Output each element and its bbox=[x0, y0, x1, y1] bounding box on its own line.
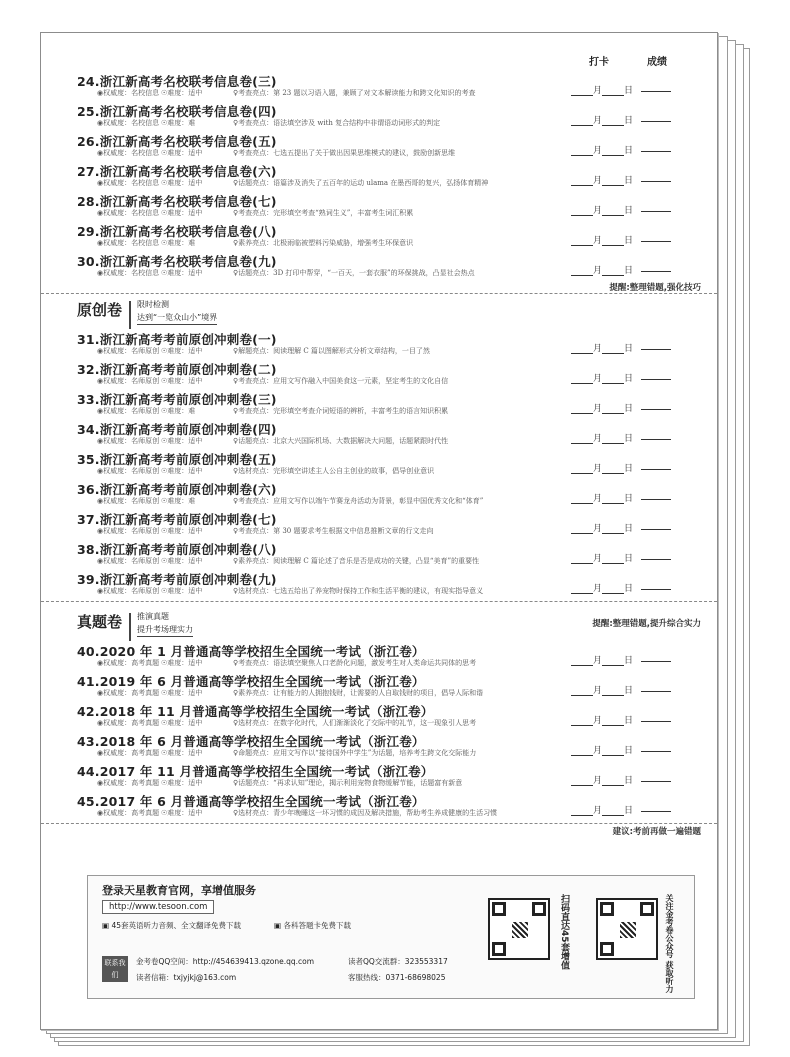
section3-desc1: 推演真题 bbox=[137, 612, 169, 621]
exam-meta bbox=[97, 808, 497, 818]
exam-meta bbox=[97, 268, 475, 278]
authority-meta: ◉权威度：名校信息 bbox=[97, 119, 160, 127]
exam-meta bbox=[97, 466, 434, 476]
divider-2 bbox=[41, 601, 717, 602]
difficulty-meta: ☉难度：适中 bbox=[161, 89, 203, 97]
score-field[interactable] bbox=[641, 781, 671, 782]
exam-title: 34.浙江新高考考前原创冲刺卷(四) bbox=[77, 422, 277, 437]
exam-meta bbox=[97, 778, 462, 788]
highlight-meta: ♀话题亮点：3D 打印中帮穿，“一百天，一套衣服”的环保挑战，凸显社会热点 bbox=[233, 269, 475, 277]
exam-item-row bbox=[41, 759, 717, 789]
exam-title: 32.浙江新高考考前原创冲刺卷(二) bbox=[77, 362, 277, 377]
column-score: 成绩 bbox=[647, 57, 667, 68]
exam-item-row bbox=[41, 567, 717, 597]
score-field[interactable] bbox=[641, 409, 671, 410]
exam-meta bbox=[97, 346, 430, 356]
score-field[interactable] bbox=[641, 349, 671, 350]
exam-meta bbox=[97, 718, 476, 728]
exam-title: 41.2019 年 6 月普通高等学校招生全国统一考试（浙江卷） bbox=[77, 674, 425, 689]
highlight-meta: ♀考查亮点：应用文写作以端午节赛龙舟活动为背景，彰显中国优秀文化和“体育” bbox=[233, 497, 484, 505]
exam-item-row bbox=[41, 789, 717, 819]
highlight-meta: ♀考查亮点：第 30 题要求考生根据文中信息推断文章的行文走向 bbox=[233, 527, 434, 535]
authority-meta: ◉权威度：名师原创 bbox=[97, 557, 160, 565]
difficulty-meta: ☉难度：适中 bbox=[161, 467, 203, 475]
footer-hotline: 客服热线：0371-68698025 bbox=[348, 973, 446, 982]
highlight-meta: ♀考查亮点：完形填空考查“熟词生义”，丰富考生词汇积累 bbox=[233, 209, 414, 217]
authority-meta: ◉权威度：名校信息 bbox=[97, 179, 160, 187]
highlight-meta: ♀考查亮点：应用文写作融入中国美食这一元素，坚定考生的文化自信 bbox=[233, 377, 449, 385]
exam-meta bbox=[97, 148, 455, 158]
exam-title: 30.浙江新高考名校联考信息卷(九) bbox=[77, 254, 277, 269]
exam-title: 24.浙江新高考名校联考信息卷(三) bbox=[77, 74, 277, 89]
section3-bar bbox=[129, 613, 131, 641]
exam-title: 25.浙江新高考名校联考信息卷(四) bbox=[77, 104, 277, 119]
footer-link-audio[interactable]: ▣ 45套英语听力音频、全文翻译免费下载 bbox=[102, 921, 242, 930]
difficulty-meta: ☉难度：适中 bbox=[161, 749, 203, 757]
footer-title: 登录天星教育官网，享增值服务 bbox=[102, 884, 256, 897]
score-field[interactable] bbox=[641, 691, 671, 692]
authority-meta: ◉权威度：名师原创 bbox=[97, 467, 160, 475]
exam-title: 35.浙江新高考考前原创冲刺卷(五) bbox=[77, 452, 277, 467]
highlight-meta: ♀解题亮点：阅读理解 C 篇以图解形式分析文章结构，一目了然 bbox=[233, 347, 430, 355]
exam-meta bbox=[97, 238, 413, 248]
score-field[interactable] bbox=[641, 811, 671, 812]
exam-meta bbox=[97, 496, 483, 506]
exam-meta bbox=[97, 748, 476, 758]
qr-code-1-label: 扫码直达45套增值 bbox=[559, 894, 569, 970]
highlight-meta: ♀考查亮点：完形填空考查介词短语的辨析，丰富考生的语言知识积累 bbox=[233, 407, 449, 415]
exam-item-row bbox=[41, 477, 717, 507]
divider-3 bbox=[41, 823, 717, 824]
contact-badge: 联系我们 bbox=[102, 956, 128, 982]
column-checkin: 打卡 bbox=[589, 57, 609, 68]
checkin-date-field[interactable]: 月 日 bbox=[571, 143, 633, 156]
checkin-date-field[interactable]: 月 日 bbox=[571, 263, 633, 276]
section2-list bbox=[41, 327, 717, 597]
authority-meta: ◉权威度：名校信息 bbox=[97, 89, 160, 97]
footer-email: 读者信箱：txjyjkj@163.com bbox=[136, 973, 237, 982]
exam-item-row bbox=[41, 729, 717, 759]
difficulty-meta: ☉难度：适中 bbox=[161, 527, 203, 535]
authority-meta: ◉权威度：名师原创 bbox=[97, 437, 160, 445]
exam-title: 31.浙江新高考考前原创冲刺卷(一) bbox=[77, 332, 277, 347]
checkin-date-field[interactable]: 月 日 bbox=[571, 203, 633, 216]
highlight-meta: ♀考查亮点：七选五提出了关于做出因果思维模式的建议，鼓励创新思维 bbox=[233, 149, 456, 157]
score-field[interactable] bbox=[641, 121, 671, 122]
checkin-date-field[interactable]: 月 日 bbox=[571, 521, 633, 534]
exam-meta bbox=[97, 88, 475, 98]
document-page bbox=[40, 32, 718, 1030]
exam-meta bbox=[97, 178, 488, 188]
exam-item-row bbox=[41, 129, 717, 159]
authority-meta: ◉权威度：名校信息 bbox=[97, 239, 160, 247]
highlight-meta: ♀选材亮点：完形填空讲述主人公自主创业的故事，倡导创业意识 bbox=[233, 467, 435, 475]
checkin-date-field[interactable]: 月 日 bbox=[571, 773, 633, 786]
highlight-meta: ♀考查亮点：语法填空聚焦人口老龄化问题，激发考生对人类命运共同体的思考 bbox=[233, 659, 477, 667]
score-field[interactable] bbox=[641, 151, 671, 152]
difficulty-meta: ☉难度：适中 bbox=[161, 179, 203, 187]
authority-meta: ◉权威度：名师原创 bbox=[97, 407, 160, 415]
score-field[interactable] bbox=[641, 559, 671, 560]
service-footer bbox=[87, 875, 695, 999]
score-field[interactable] bbox=[641, 721, 671, 722]
checkin-date-field[interactable]: 月 日 bbox=[571, 653, 633, 666]
authority-meta: ◉权威度：名师原创 bbox=[97, 347, 160, 355]
exam-meta bbox=[97, 658, 476, 668]
authority-meta: ◉权威度：高考真题 bbox=[97, 659, 160, 667]
exam-title: 36.浙江新高考考前原创冲刺卷(六) bbox=[77, 482, 277, 497]
score-field[interactable] bbox=[641, 91, 671, 92]
exam-meta bbox=[97, 526, 433, 536]
section3-desc2: 提升考场理实力 bbox=[137, 624, 193, 637]
score-field[interactable] bbox=[641, 499, 671, 500]
exam-title: 29.浙江新高考名校联考信息卷(八) bbox=[77, 224, 277, 239]
checkin-date-field[interactable]: 月 日 bbox=[571, 401, 633, 414]
exam-meta bbox=[97, 406, 448, 416]
exam-item-row bbox=[41, 447, 717, 477]
highlight-meta: ♀话题亮点：北京大兴国际机场、大数据解决大问题，话题紧跟时代性 bbox=[233, 437, 449, 445]
authority-meta: ◉权威度：名校信息 bbox=[97, 149, 160, 157]
exam-meta bbox=[97, 586, 483, 596]
exam-meta bbox=[97, 376, 448, 386]
checkin-date-field[interactable]: 月 日 bbox=[571, 581, 633, 594]
highlight-meta: ♀考查亮点：语法填空涉及 with 复合结构中非谓语动词形式的判定 bbox=[233, 119, 441, 127]
difficulty-meta: ☉难度：适中 bbox=[161, 779, 203, 787]
checkin-date-field[interactable]: 月 日 bbox=[571, 113, 633, 126]
authority-meta: ◉权威度：高考真题 bbox=[97, 809, 160, 817]
difficulty-meta: ☉难度：适中 bbox=[161, 209, 203, 217]
exam-title: 39.浙江新高考考前原创冲刺卷(九) bbox=[77, 572, 277, 587]
score-field[interactable] bbox=[641, 379, 671, 380]
authority-meta: ◉权威度：名师原创 bbox=[97, 377, 160, 385]
section2-desc1: 限时检测 bbox=[137, 300, 169, 309]
exam-meta bbox=[97, 688, 483, 698]
exam-item-row bbox=[41, 159, 717, 189]
exam-title: 44.2017 年 11 月普通高等学校招生全国统一考试（浙江卷） bbox=[77, 764, 434, 779]
authority-meta: ◉权威度：高考真题 bbox=[97, 719, 160, 727]
difficulty-meta: ☉难度：难 bbox=[161, 239, 196, 247]
exam-title: 45.2017 年 6 月普通高等学校招生全国统一考试（浙江卷） bbox=[77, 794, 425, 809]
score-field[interactable] bbox=[641, 271, 671, 272]
exam-title: 33.浙江新高考考前原创冲刺卷(三) bbox=[77, 392, 277, 407]
highlight-meta: ♀素养亮点：阅读理解 C 篇论述了音乐是否是成功的关键，凸显“美育”的重要性 bbox=[233, 557, 480, 565]
score-field[interactable] bbox=[641, 529, 671, 530]
authority-meta: ◉权威度：名校信息 bbox=[97, 269, 160, 277]
score-field[interactable] bbox=[641, 751, 671, 752]
footer-link-answersheet-text: 各科答题卡免费下载 bbox=[283, 921, 351, 930]
exam-meta bbox=[97, 436, 448, 446]
highlight-meta: ♀选材亮点：七选五给出了养宠物时保持工作和生活平衡的建议，有现实指导意义 bbox=[233, 587, 484, 595]
highlight-meta: ♀话题亮点：“再求认知”理论，揭示利用宠物食物缓解节能，话题富有新意 bbox=[233, 779, 463, 787]
checkin-date-field[interactable]: 月 日 bbox=[571, 491, 633, 504]
authority-meta: ◉权威度：名师原创 bbox=[97, 527, 160, 535]
footer-link-audio-text: 45套英语听力音频、全文翻译免费下载 bbox=[111, 921, 242, 930]
section2-tip: 提醒:整理错题,提升综合实力 bbox=[592, 619, 701, 629]
difficulty-meta: ☉难度：适中 bbox=[161, 557, 203, 565]
qr-code-1[interactable] bbox=[488, 898, 550, 960]
exam-item-row bbox=[41, 99, 717, 129]
footer-url-link[interactable]: http://www.tesoon.com bbox=[102, 900, 214, 914]
exam-meta bbox=[97, 118, 440, 128]
exam-item-row bbox=[41, 327, 717, 357]
exam-item-row bbox=[41, 639, 717, 669]
exam-item-row bbox=[41, 507, 717, 537]
highlight-meta: ♀选材亮点：青少年晚睡这一坏习惯的成因及解决措施，帮助考生养成健康的生活习惯 bbox=[233, 809, 498, 817]
section2-bar bbox=[129, 301, 131, 329]
exam-title: 38.浙江新高考考前原创冲刺卷(八) bbox=[77, 542, 277, 557]
difficulty-meta: ☉难度：适中 bbox=[161, 269, 203, 277]
exam-item-row bbox=[41, 387, 717, 417]
checkin-date-field[interactable]: 月 日 bbox=[571, 431, 633, 444]
exam-item-row bbox=[41, 669, 717, 699]
exam-item-row bbox=[41, 357, 717, 387]
exam-title: 26.浙江新高考名校联考信息卷(五) bbox=[77, 134, 277, 149]
difficulty-meta: ☉难度：适中 bbox=[161, 659, 203, 667]
section3-title: 真题卷 bbox=[77, 613, 123, 631]
score-field[interactable] bbox=[641, 241, 671, 242]
score-field[interactable] bbox=[641, 211, 671, 212]
score-field[interactable] bbox=[641, 181, 671, 182]
section1-tip: 提醒:整理错题,强化技巧 bbox=[609, 283, 701, 293]
exam-item-row bbox=[41, 69, 717, 99]
difficulty-meta: ☉难度：适中 bbox=[161, 437, 203, 445]
difficulty-meta: ☉难度：适中 bbox=[161, 719, 203, 727]
highlight-meta: ♀考查亮点：第 23 题以习语入题，兼顾了对文本解读能力和跨文化知识的考查 bbox=[233, 89, 476, 97]
exam-item-row bbox=[41, 219, 717, 249]
highlight-meta: ♀话题亮点：语篇涉及消失了五百年的运动 ulama 在墨西哥的复兴，弘扬体育精神 bbox=[233, 179, 489, 187]
divider-1 bbox=[41, 293, 717, 294]
section-joint-exam bbox=[41, 69, 717, 293]
highlight-meta: ♀素养亮点：让有能力的人拥抱钱财，让需要的人自取钱财的项目，倡导人际和谐 bbox=[233, 689, 484, 697]
difficulty-meta: ☉难度：适中 bbox=[161, 377, 203, 385]
exam-item-row bbox=[41, 699, 717, 729]
exam-title: 37.浙江新高考考前原创冲刺卷(七) bbox=[77, 512, 277, 527]
exam-item-row bbox=[41, 537, 717, 567]
checkin-date-field[interactable]: 月 日 bbox=[571, 173, 633, 186]
checkin-date-field[interactable]: 月 日 bbox=[571, 551, 633, 564]
checkin-date-field[interactable]: 月 日 bbox=[571, 233, 633, 246]
checkin-date-field[interactable]: 月 日 bbox=[571, 83, 633, 96]
authority-meta: ◉权威度：高考真题 bbox=[97, 749, 160, 757]
score-field[interactable] bbox=[641, 589, 671, 590]
authority-meta: ◉权威度：高考真题 bbox=[97, 779, 160, 787]
highlight-meta: ♀选材亮点：在数字化时代，人们渐渐淡化了交际中的礼节，这一现象引人思考 bbox=[233, 719, 477, 727]
exam-title: 40.2020 年 1 月普通高等学校招生全国统一考试（浙江卷） bbox=[77, 644, 425, 659]
qr-code-2[interactable] bbox=[596, 898, 658, 960]
exam-title: 43.2018 年 6 月普通高等学校招生全国统一考试（浙江卷） bbox=[77, 734, 425, 749]
difficulty-meta: ☉难度：适中 bbox=[161, 809, 203, 817]
exam-title: 42.2018 年 11 月普通高等学校招生全国统一考试（浙江卷） bbox=[77, 704, 434, 719]
difficulty-meta: ☉难度：难 bbox=[161, 497, 196, 505]
checkin-date-field[interactable]: 月 日 bbox=[571, 461, 633, 474]
score-field[interactable] bbox=[641, 469, 671, 470]
exam-item-row bbox=[41, 417, 717, 447]
footer-qq-group: 读者QQ交流群：323553317 bbox=[348, 957, 448, 966]
authority-meta: ◉权威度：名校信息 bbox=[97, 209, 160, 217]
difficulty-meta: ☉难度：难 bbox=[161, 119, 196, 127]
authority-meta: ◉权威度：高考真题 bbox=[97, 689, 160, 697]
difficulty-meta: ☉难度：适中 bbox=[161, 587, 203, 595]
exam-title: 27.浙江新高考名校联考信息卷(六) bbox=[77, 164, 277, 179]
section2-title: 原创卷 bbox=[77, 301, 123, 319]
checkin-date-field[interactable]: 月 日 bbox=[571, 743, 633, 756]
authority-meta: ◉权威度：名师原创 bbox=[97, 587, 160, 595]
authority-meta: ◉权威度：名师原创 bbox=[97, 497, 160, 505]
checkin-date-field[interactable]: 月 日 bbox=[571, 683, 633, 696]
section3-list bbox=[41, 639, 717, 819]
exam-item-row bbox=[41, 189, 717, 219]
section1-list bbox=[41, 69, 717, 279]
checkin-date-field[interactable]: 月 日 bbox=[571, 371, 633, 384]
score-field[interactable] bbox=[641, 661, 671, 662]
checkin-date-field[interactable]: 月 日 bbox=[571, 713, 633, 726]
qr-code-2-label: 关注金考卷公众号 获取听力 bbox=[665, 894, 674, 993]
footer-link-answersheet[interactable]: ▣ 各科答题卡免费下载 bbox=[274, 921, 351, 930]
section3-tip: 建议:考前再做一遍错题 bbox=[612, 827, 701, 837]
difficulty-meta: ☉难度：适中 bbox=[161, 347, 203, 355]
exam-item-row bbox=[41, 249, 717, 279]
difficulty-meta: ☉难度：适中 bbox=[161, 689, 203, 697]
exam-meta bbox=[97, 208, 413, 218]
exam-meta bbox=[97, 556, 479, 566]
difficulty-meta: ☉难度：难 bbox=[161, 407, 196, 415]
footer-qq-zone: 金考卷QQ空间：http://454639413.qzone.qq.com bbox=[136, 957, 315, 966]
score-field[interactable] bbox=[641, 439, 671, 440]
section2-desc2: 达到“一览众山小”境界 bbox=[137, 312, 217, 325]
difficulty-meta: ☉难度：适中 bbox=[161, 149, 203, 157]
exam-title: 28.浙江新高考名校联考信息卷(七) bbox=[77, 194, 277, 209]
highlight-meta: ♀命题亮点：应用文写作以“接待国外中学生”为话题，培养考生跨文化交际能力 bbox=[233, 749, 477, 757]
highlight-meta: ♀素养亮点：北极雨临被塑料污染威胁，增强考生环保意识 bbox=[233, 239, 414, 247]
checkin-date-field[interactable]: 月 日 bbox=[571, 341, 633, 354]
checkin-date-field[interactable]: 月 日 bbox=[571, 803, 633, 816]
